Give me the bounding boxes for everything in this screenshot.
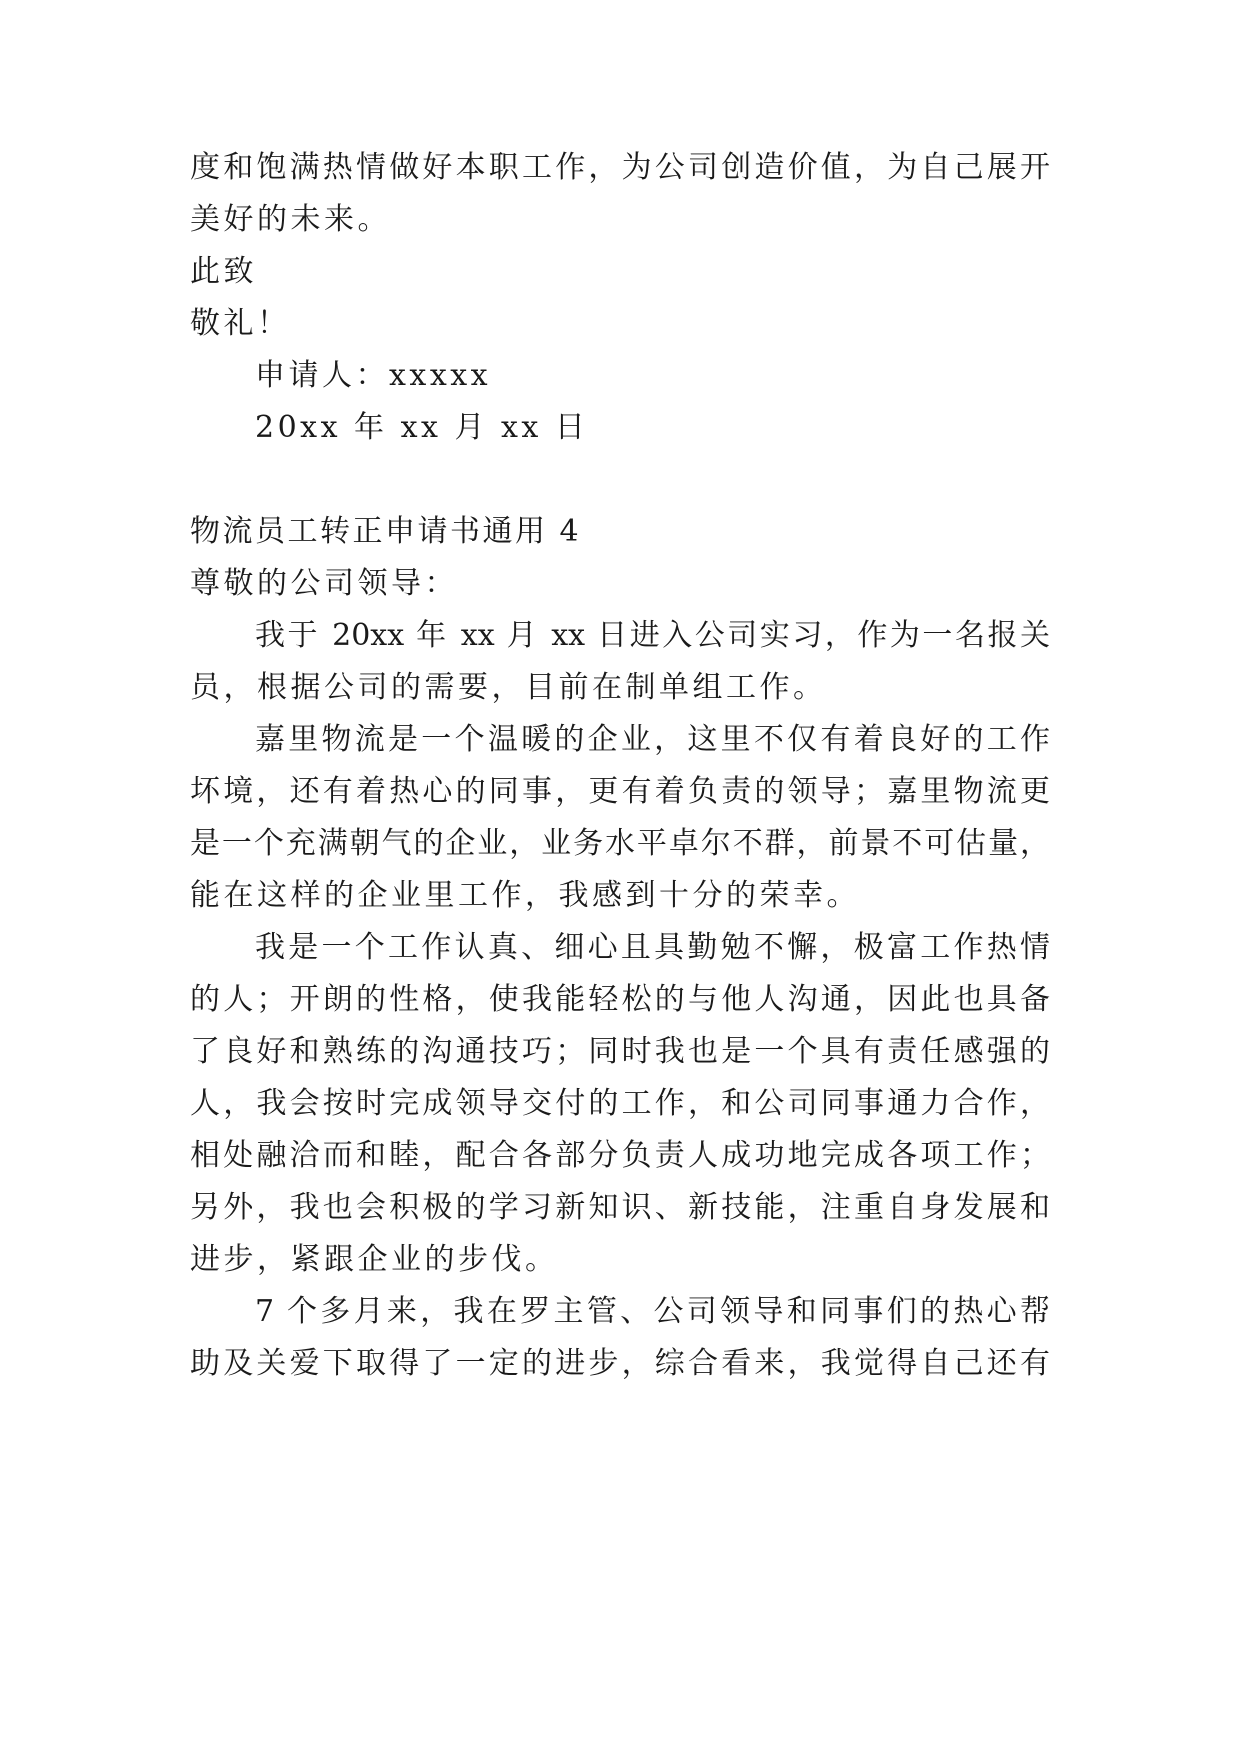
paragraph-line: 进步，紧跟企业的步伐。: [190, 1242, 559, 1277]
paragraph-line: 相处融洽而和睦，配合各部分负责人成功地完成各项工作；: [190, 1138, 1050, 1173]
paragraph-line: 的人；开朗的性格，使我能轻松的与他人沟通，因此也具备: [190, 982, 1050, 1017]
paragraph-line: 嘉里物流是一个温暖的企业，这里不仅有着良好的工作: [255, 722, 1050, 757]
paragraph-line: 是一个充满朝气的企业，业务水平卓尔不群，前景不可估量，: [190, 826, 1050, 861]
letter-title: 物流员工转正申请书通用 4: [190, 514, 582, 549]
salutation-line: 敬礼！: [190, 306, 291, 341]
paragraph-line: 另外，我也会积极的学习新知识、新技能，注重自身发展和: [190, 1190, 1050, 1225]
text-line: 美好的未来。: [190, 202, 391, 237]
paragraph-line: 坏境，还有着热心的同事，更有着负责的领导；嘉里物流更: [190, 774, 1050, 809]
salutation-line: 此致: [190, 254, 257, 289]
paragraph-line: 7 个多月来，我在罗主管、公司领导和同事们的热心帮: [255, 1294, 1050, 1329]
paragraph-line: 能在这样的企业里工作，我感到十分的荣幸。: [190, 878, 860, 913]
paragraph-line: 我是一个工作认真、细心且具勤勉不懈，极富工作热情: [255, 930, 1050, 965]
signature-date: 20xx 年 xx 月 xx 日: [255, 410, 589, 445]
paragraph-line: 了良好和熟练的沟通技巧；同时我也是一个具有责任感强的: [190, 1034, 1050, 1069]
applicant-signature: 申请人：xxxxx: [255, 358, 492, 393]
text-line: 度和饱满热情做好本职工作，为公司创造价值，为自己展开: [190, 150, 1050, 185]
letter-greeting: 尊敬的公司领导：: [190, 566, 458, 601]
paragraph-line: 我于 20xx 年 xx 月 xx 日进入公司实习，作为一名报关: [255, 618, 1050, 653]
paragraph-line: 助及关爱下取得了一定的进步，综合看来，我觉得自己还有: [190, 1346, 1050, 1381]
paragraph-line: 员，根据公司的需要，目前在制单组工作。: [190, 670, 827, 705]
paragraph-line: 人，我会按时完成领导交付的工作，和公司同事通力合作，: [190, 1086, 1050, 1121]
